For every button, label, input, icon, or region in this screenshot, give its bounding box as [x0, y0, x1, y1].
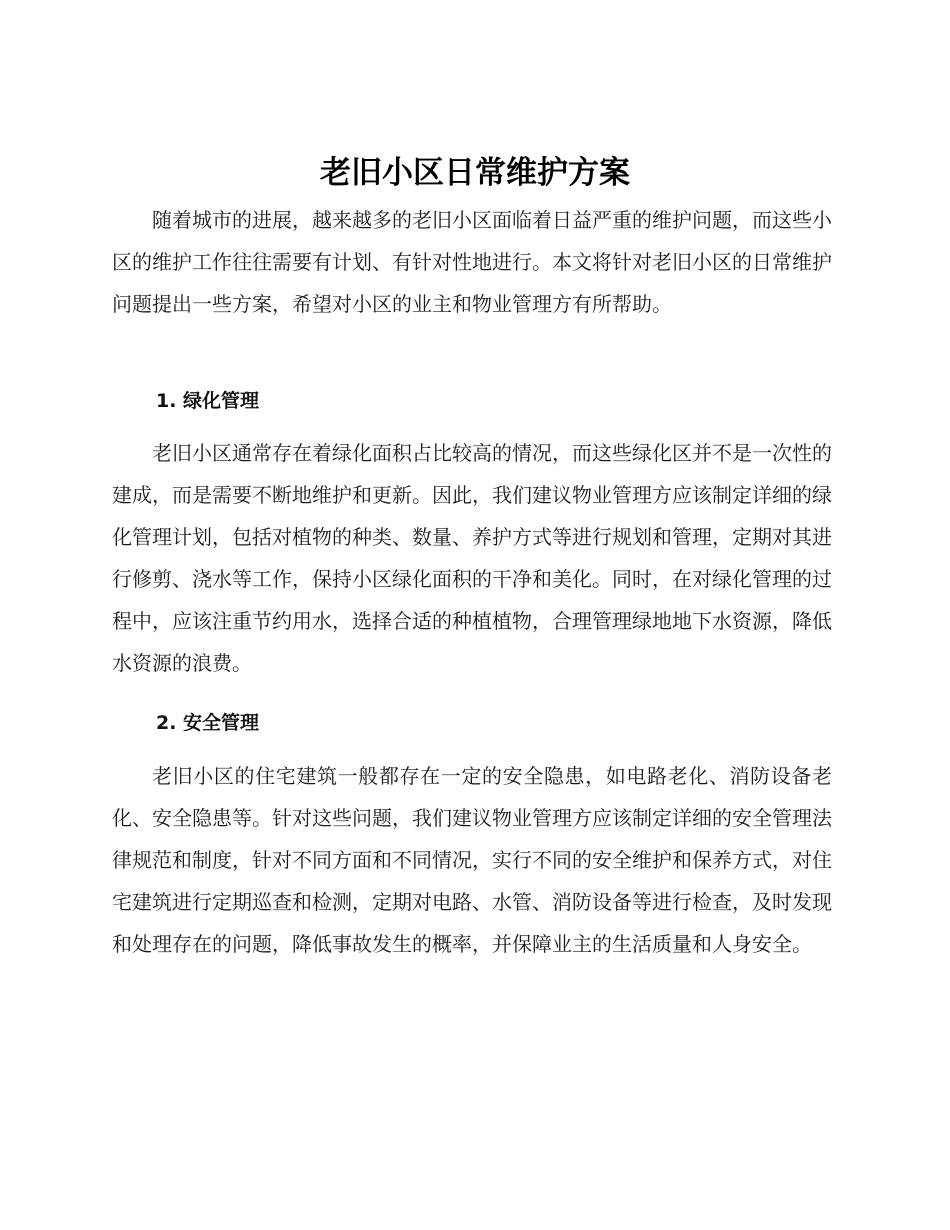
section-heading-safety: 2. 安全管理: [156, 712, 260, 734]
section-body-greening: 老旧小区通常存在着绿化面积占比较高的情况，而这些绿化区并不是一次性的建成，而是需要不断地维护和更新。因此，我们建议物业管理方应该制定详细的绿化管理计划，包括对植物的种类、数量、养护方式等进行规划和管理，定期对其进行修剪、浇水等工作，保持小区绿化面积的干净和美化。同时，在对绿化管理的过程中，应该注重节约用水，选择合适的种植植物，合理管理绿地地下水资源，降低水资源的浪费。: [112, 441, 832, 675]
section-heading-greening: 1. 绿化管理: [156, 390, 260, 412]
intro-paragraph: 随着城市的进展，越来越多的老旧小区面临着日益严重的维护问题，而这些小区的维护工作往往需要有计划、有针对性地进行。本文将针对老旧小区的日常维护问题提出一些方案，希望对小区的业主和物业管理方有所帮助。: [112, 208, 832, 316]
section-body-safety: 老旧小区的住宅建筑一般都存在一定的安全隐患，如电路老化、消防设备老化、安全隐患等。针对这些问题，我们建议物业管理方应该制定详细的安全管理法律规范和制度，针对不同方面和不同情况，实行不同的安全维护和保养方式，对住宅建筑进行定期巡查和检测，定期对电路、水管、消防设备等进行检查，及时发现和处理存在的问题，降低事故发生的概率，并保障业主的生活质量和人身安全。: [112, 764, 832, 956]
document-title: 老旧小区日常维护方案: [320, 155, 630, 191]
